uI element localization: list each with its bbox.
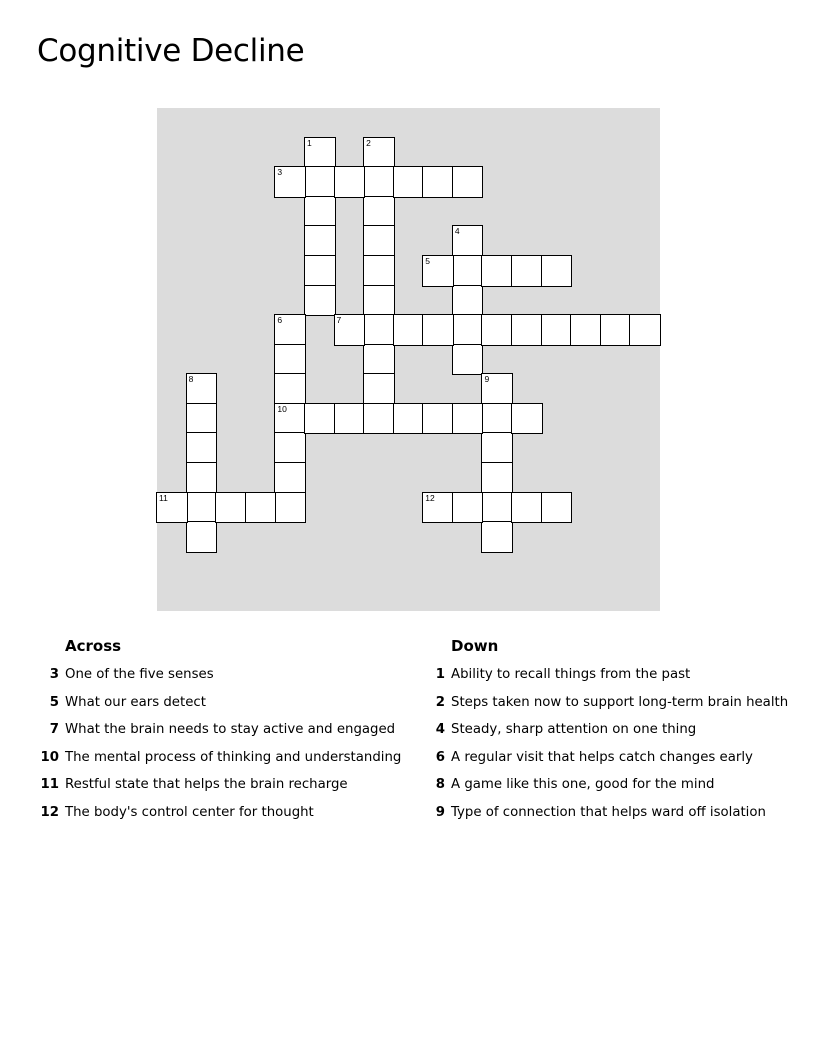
grid-cell[interactable]: [364, 256, 394, 286]
grid-cell[interactable]: [423, 493, 453, 523]
grid-cell[interactable]: [246, 493, 276, 523]
cell-number: 4: [454, 226, 460, 237]
grid-cell[interactable]: [482, 256, 512, 286]
grid-cell[interactable]: [364, 167, 394, 197]
clue-number: 1: [435, 667, 445, 682]
clue-number: 4: [435, 722, 445, 738]
cell-number: 11: [159, 492, 168, 503]
cell-number: 7: [336, 315, 342, 326]
across-clue[interactable]: [36, 804, 406, 832]
cell-number: 5: [425, 255, 431, 266]
grid-cell[interactable]: [423, 256, 453, 286]
grid-cell[interactable]: [364, 404, 394, 434]
grid-cell[interactable]: [275, 463, 305, 493]
grid-cell[interactable]: [335, 167, 365, 197]
grid-cell[interactable]: [364, 138, 394, 168]
cell-number: 10: [277, 403, 287, 414]
grid-cell[interactable]: [453, 493, 483, 523]
grid-cell[interactable]: [275, 345, 305, 375]
clue-text: A game like this one, good for the mind: [451, 777, 715, 793]
clue-number: 11: [40, 777, 59, 793]
grid-cell[interactable]: [394, 315, 424, 345]
clue-text: Ability to recall things from the past: [451, 667, 691, 682]
grid-cell[interactable]: [542, 256, 572, 286]
down-clue[interactable]: [422, 776, 792, 804]
across-clue[interactable]: [36, 721, 406, 749]
grid-cell[interactable]: [187, 374, 217, 404]
grid-cell[interactable]: [453, 404, 483, 434]
clue-text: Restful state that helps the brain recharge: [65, 777, 348, 793]
grid-cell[interactable]: [187, 433, 217, 463]
grid-cell[interactable]: [364, 197, 394, 227]
clue-number: 3: [49, 667, 59, 682]
down-clue[interactable]: [422, 694, 792, 722]
clue-number: 8: [435, 777, 445, 793]
grid-cell[interactable]: [453, 315, 483, 345]
clue-number: 7: [49, 722, 59, 738]
grid-cell[interactable]: [275, 433, 305, 463]
grid-cell[interactable]: [394, 167, 424, 197]
down-clue[interactable]: [422, 804, 792, 832]
page-title: Cognitive Decline: [37, 33, 305, 69]
cell-number: 6: [277, 315, 283, 326]
grid-cell[interactable]: [630, 315, 660, 345]
grid-cell[interactable]: [512, 404, 542, 434]
grid-cell[interactable]: [305, 256, 335, 286]
grid-cell[interactable]: [187, 522, 217, 552]
clue-text: The body's control center for thought: [65, 804, 314, 820]
clue-number: 9: [435, 804, 445, 820]
clue-text: One of the five senses: [65, 667, 214, 682]
crossword-grid: [157, 108, 660, 611]
grid-cell[interactable]: [482, 315, 512, 345]
clue-number: 12: [40, 804, 59, 820]
clue-text: What our ears detect: [65, 694, 206, 710]
grid-cell[interactable]: [275, 374, 305, 404]
clue-number: 6: [435, 749, 445, 765]
grid-cell[interactable]: [335, 315, 365, 345]
clue-text: Type of connection that helps ward off isolation: [451, 804, 766, 820]
grid-cell[interactable]: [275, 404, 305, 434]
grid-cell[interactable]: [335, 404, 365, 434]
across-clue[interactable]: [36, 666, 406, 694]
clue-text: A regular visit that helps catch changes early: [451, 749, 753, 765]
across-clue[interactable]: [36, 694, 406, 722]
grid-cell[interactable]: [453, 167, 483, 197]
down-clue[interactable]: [422, 721, 792, 749]
down-clue[interactable]: [422, 666, 792, 694]
grid-cell[interactable]: [601, 315, 631, 345]
grid-cell[interactable]: [275, 315, 305, 345]
grid-cell[interactable]: [482, 374, 512, 404]
cell-number: 9: [484, 374, 490, 385]
across-clue[interactable]: [36, 749, 406, 777]
clue-number: 2: [435, 694, 445, 710]
cell-number: 3: [277, 167, 283, 178]
across-clue[interactable]: [36, 776, 406, 804]
down-clues: [422, 636, 792, 832]
clue-text: What the brain needs to stay active and engaged: [65, 722, 396, 738]
grid-cell[interactable]: [542, 493, 572, 523]
across-clues: [36, 636, 406, 832]
cell-number: 2: [366, 137, 371, 148]
grid-cell[interactable]: [512, 493, 542, 523]
grid-cell[interactable]: [187, 493, 217, 523]
grid-cell[interactable]: [305, 197, 335, 227]
grid-cell[interactable]: [453, 256, 483, 286]
grid-cell[interactable]: [364, 374, 394, 404]
grid-cell[interactable]: [394, 404, 424, 434]
down-clue[interactable]: [422, 749, 792, 777]
grid-cell[interactable]: [512, 315, 542, 345]
grid-cell[interactable]: [305, 404, 335, 434]
grid-cell[interactable]: [423, 315, 453, 345]
grid-cell[interactable]: [364, 345, 394, 375]
clue-text: The mental process of thinking and understanding: [65, 749, 402, 765]
cell-number: 1: [306, 137, 312, 148]
grid-cell[interactable]: [482, 433, 512, 463]
grid-cell[interactable]: [305, 138, 335, 168]
grid-cell[interactable]: [482, 493, 512, 523]
clue-text: Steps taken now to support long-term brain health: [451, 694, 789, 710]
grid-cell[interactable]: [571, 315, 601, 345]
grid-cell[interactable]: [453, 345, 483, 375]
cell-number: 8: [188, 374, 194, 385]
grid-cell[interactable]: [187, 463, 217, 493]
grid-cell[interactable]: [216, 493, 246, 523]
cell-number: 12: [425, 492, 435, 503]
grid-cell[interactable]: [305, 167, 335, 197]
across-heading: Across: [65, 637, 122, 655]
grid-cell[interactable]: [482, 404, 512, 434]
grid-cell[interactable]: [423, 404, 453, 434]
grid-cell[interactable]: [305, 286, 335, 316]
grid-cell[interactable]: [275, 493, 305, 523]
grid-cell[interactable]: [542, 315, 572, 345]
grid-cell[interactable]: [364, 226, 394, 256]
grid-cell[interactable]: [364, 315, 394, 345]
grid-cell[interactable]: [423, 167, 453, 197]
grid-cell[interactable]: [187, 404, 217, 434]
grid-cell[interactable]: [453, 286, 483, 316]
grid-cell[interactable]: [275, 167, 305, 197]
grid-cell[interactable]: [512, 256, 542, 286]
grid-cell[interactable]: [482, 463, 512, 493]
clue-number: 5: [49, 694, 59, 710]
grid-cell[interactable]: [157, 493, 187, 523]
down-heading: Down: [451, 637, 499, 655]
grid-cell[interactable]: [364, 286, 394, 316]
clue-text: Steady, sharp attention on one thing: [451, 722, 697, 738]
clue-number: 10: [40, 749, 59, 765]
grid-cell[interactable]: [453, 226, 483, 256]
grid-cell[interactable]: [305, 226, 335, 256]
grid-cell[interactable]: [482, 522, 512, 552]
